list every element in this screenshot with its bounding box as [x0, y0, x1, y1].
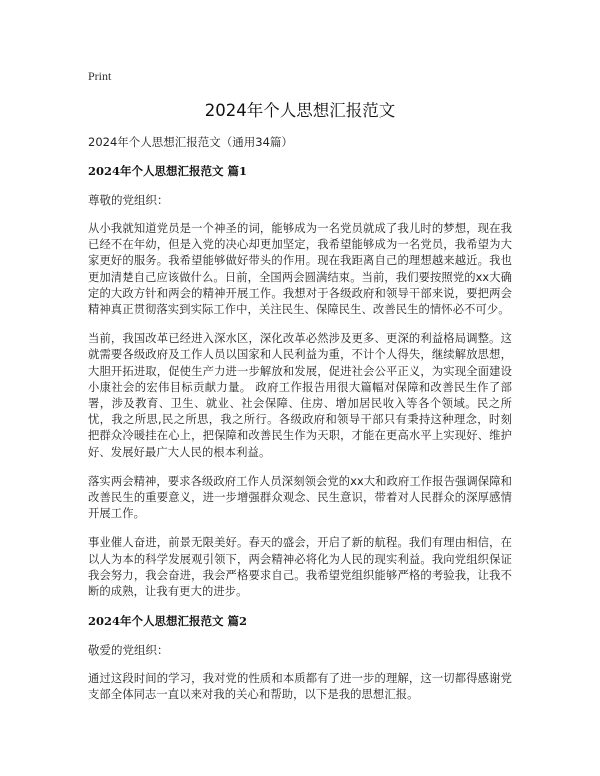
paragraph: 落实两会精神，要求各级政府工作人员深刻领会党的xx大和政府工作报告强调保障和改善民生的重要意义，进一步增强群众观念、民生意识，带着对人民群众的深厚感情开展工作。: [88, 474, 512, 521]
section-heading: 2024年个人思想汇报范文 篇2: [88, 614, 248, 629]
paragraph: 事业催人奋进，前景无限美好。春天的盛会，开启了新的航程。我们有理由相信，在以人为本的科学发展观引领下，两会精神必将化为人民的现实利益。我向党组织保证我会努力，我会奋进，我会严格要求自己。我希望党组织能够严格的考验我，让我不断的成熟，让我有更大的进步。: [88, 536, 512, 599]
section-heading: 2024年个人思想汇报范文 篇1: [88, 164, 248, 178]
salutation: 敬爱的党组织：: [88, 643, 169, 658]
document-title: 2024年个人思想汇报范文: [204, 101, 396, 120]
salutation: 尊敬的党组织：: [88, 193, 169, 207]
paragraph: 从小我就知道党员是一个神圣的词，能够成为一名党员就成了我儿时的梦想，现在我已经不在年幼，但是入党的决心却更加坚定，我希望能够成为一名党员，我希望为大家更好的服务。我希望能够做好带头的作用。现在我距离自己的理想越来越近。我也更加清楚自己应该做什么。日前，全国两会圆满结束。当前，我们要按照党的xx大确定的大政方针和两会的精神开展工作。我想对于各级政府和领导干部来说，要把两会精神真正贯彻落实到实际工作中，关注民生、保障民生、改善民生的情怀必不可少。: [88, 222, 512, 317]
paragraph: 通过这段时间的学习，我对党的性质和本质都有了进一步的理解，这一切都得感谢党支部全体同志一直以来对我的关心和帮助，以下是我的思想汇报。: [88, 672, 512, 702]
print-label[interactable]: Print: [88, 69, 112, 83]
paragraph: 当前，我国改革已经进入深水区，深化改革必然涉及更多、更深的利益格局调整。这就需要各级政府及工作人员以国家和人民利益为重，不计个人得失，继续解放思想，大胆开拓进取，促使生产力进一步解放和发展，促进社会公平正义，为实现全面建设小康社会的宏伟目标贡献力量。 政府工作报告用很大篇幅对保障和改善民生作了部署，涉及教育、卫生、就业、社会保障、住房、增加居民收入等各个领域。民之所忧，我之所思,民之所思，我之所行。各级政府和领导干部只有秉持这种理念，时刻把群众冷暖挂在心上，把保障和改善民生作为天职，才能在更高水平上实现好、维护好、发展好最广大人民的根本利益。: [88, 332, 512, 459]
document-subtitle: 2024年个人思想汇报范文（通用34篇）: [88, 135, 293, 149]
